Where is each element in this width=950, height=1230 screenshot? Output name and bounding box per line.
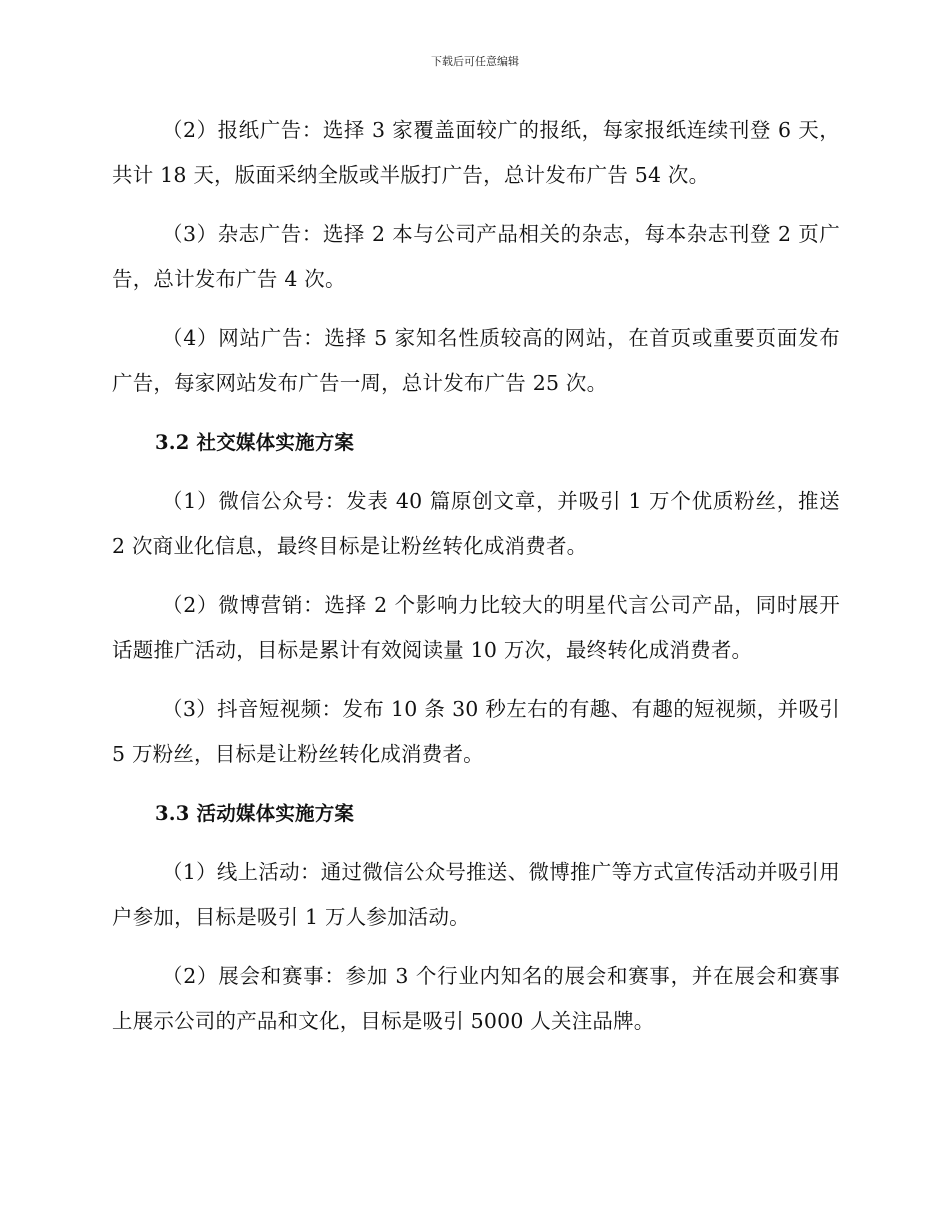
document-body [112, 108, 840, 1058]
section-heading-event-media: 3.3 活动媒体实施方案 [155, 802, 355, 825]
paragraph-douyin: （3）抖音短视频：发布 10 条 30 秒左右的有趣、有趣的短视频，并吸引 5 万粉丝，目标是让粉丝转化成消费者。 [112, 697, 840, 766]
page-header: 下载后可任意编辑 [431, 55, 519, 68]
section-heading-social-media: 3.2 社交媒体实施方案 [155, 431, 355, 454]
paragraph-newspaper-ads: （2）报纸广告：选择 3 家覆盖面较广的报纸，每家报纸连续刊登 6 天，共计 18 天，版面采纳全版或半版打广告，总计发布广告 54 次。 [112, 118, 840, 187]
paragraph-wechat: （1）微信公众号：发表 40 篇原创文章，并吸引 1 万个优质粉丝，推送 2 次商业化信息，最终目标是让粉丝转化成消费者。 [112, 489, 840, 558]
paragraph-website-ads: （4）网站广告：选择 5 家知名性质较高的网站，在首页或重要页面发布广告，每家网站发布广告一周，总计发布广告 25 次。 [112, 326, 840, 395]
paragraph-exhibitions: （2）展会和赛事：参加 3 个行业内知名的展会和赛事，并在展会和赛事上展示公司的产品和文化，目标是吸引 5000 人关注品牌。 [112, 964, 840, 1033]
paragraph-online-events: （1）线上活动：通过微信公众号推送、微博推广等方式宣传活动并吸引用户参加，目标是吸引 1 万人参加活动。 [112, 860, 840, 929]
paragraph-magazine-ads: （3）杂志广告：选择 2 本与公司产品相关的杂志，每本杂志刊登 2 页广告，总计发布广告 4 次。 [112, 222, 840, 291]
paragraph-weibo: （2）微博营销：选择 2 个影响力比较大的明星代言公司产品，同时展开话题推广活动，目标是累计有效阅读量 10 万次，最终转化成消费者。 [112, 593, 840, 662]
